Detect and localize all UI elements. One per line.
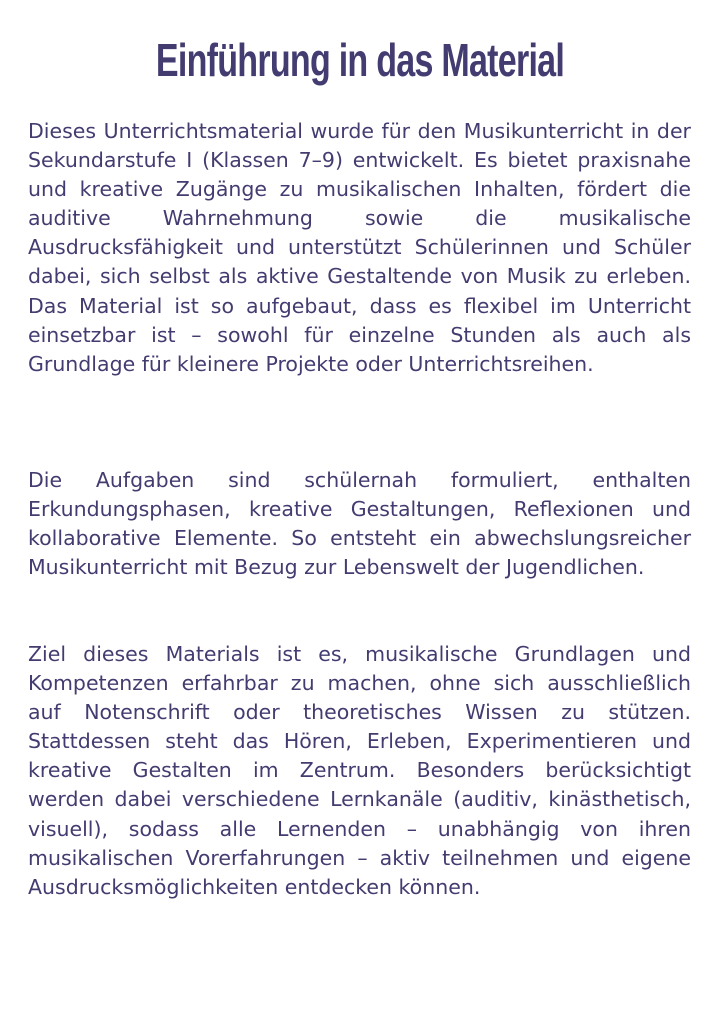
tasks-paragraph: Die Aufgaben sind schülernah formuliert, enthalten Erkundungsphasen, kreative Gestaltungen, Reflexionen und kollaborative Elemente. So entsteht ein abwechslungsreicher Musikunterricht mit Bezug zur Lebenswelt der Jugendlichen. xyxy=(28,468,691,580)
goals-paragraph: Ziel dieses Materials ist es, musikalische Grundlagen und Kompetenzen erfahrbar zu machen, ohne sich ausschließlich auf Notenschrift oder theoretisches Wissen zu stützen. Stattdessen steht das Hören, Erleben, Experimentieren und kreative Gestalten im Zentrum. Besonders berücksichtigt werden dabei verschiedene Lernkanäle (auditiv, kinästhetisch, visuell), sodass alle Lernenden – unabhängig von ihren musikalischen Vorerfahrungen – aktiv teilnehmen und eigene Ausdrucksmöglichkeiten entdecken können. xyxy=(28,642,691,899)
page-title: Einführung in das Material xyxy=(155,34,565,86)
intro-paragraph: Dieses Unterrichtsmaterial wurde für den Musikunterricht in der Sekundarstufe I (Klassen 7–9) entwickelt. Es bietet praxisnahe und kreative Zugänge zu musikalischen Inhalten, fördert die auditive Wahrnehmung sowie die musikalische Ausdrucksfähigkeit und unterstützt Schülerinnen und Schüler dabei, sich selbst als aktive Gestaltende von Musik zu erleben. Das Material ist so aufgebaut, dass es flexibel im Unterricht einsetzbar ist – sowohl für einzelne Stunden als auch als Grundlage für kleinere Projekte oder Unterrichtsreihen. xyxy=(28,119,691,376)
